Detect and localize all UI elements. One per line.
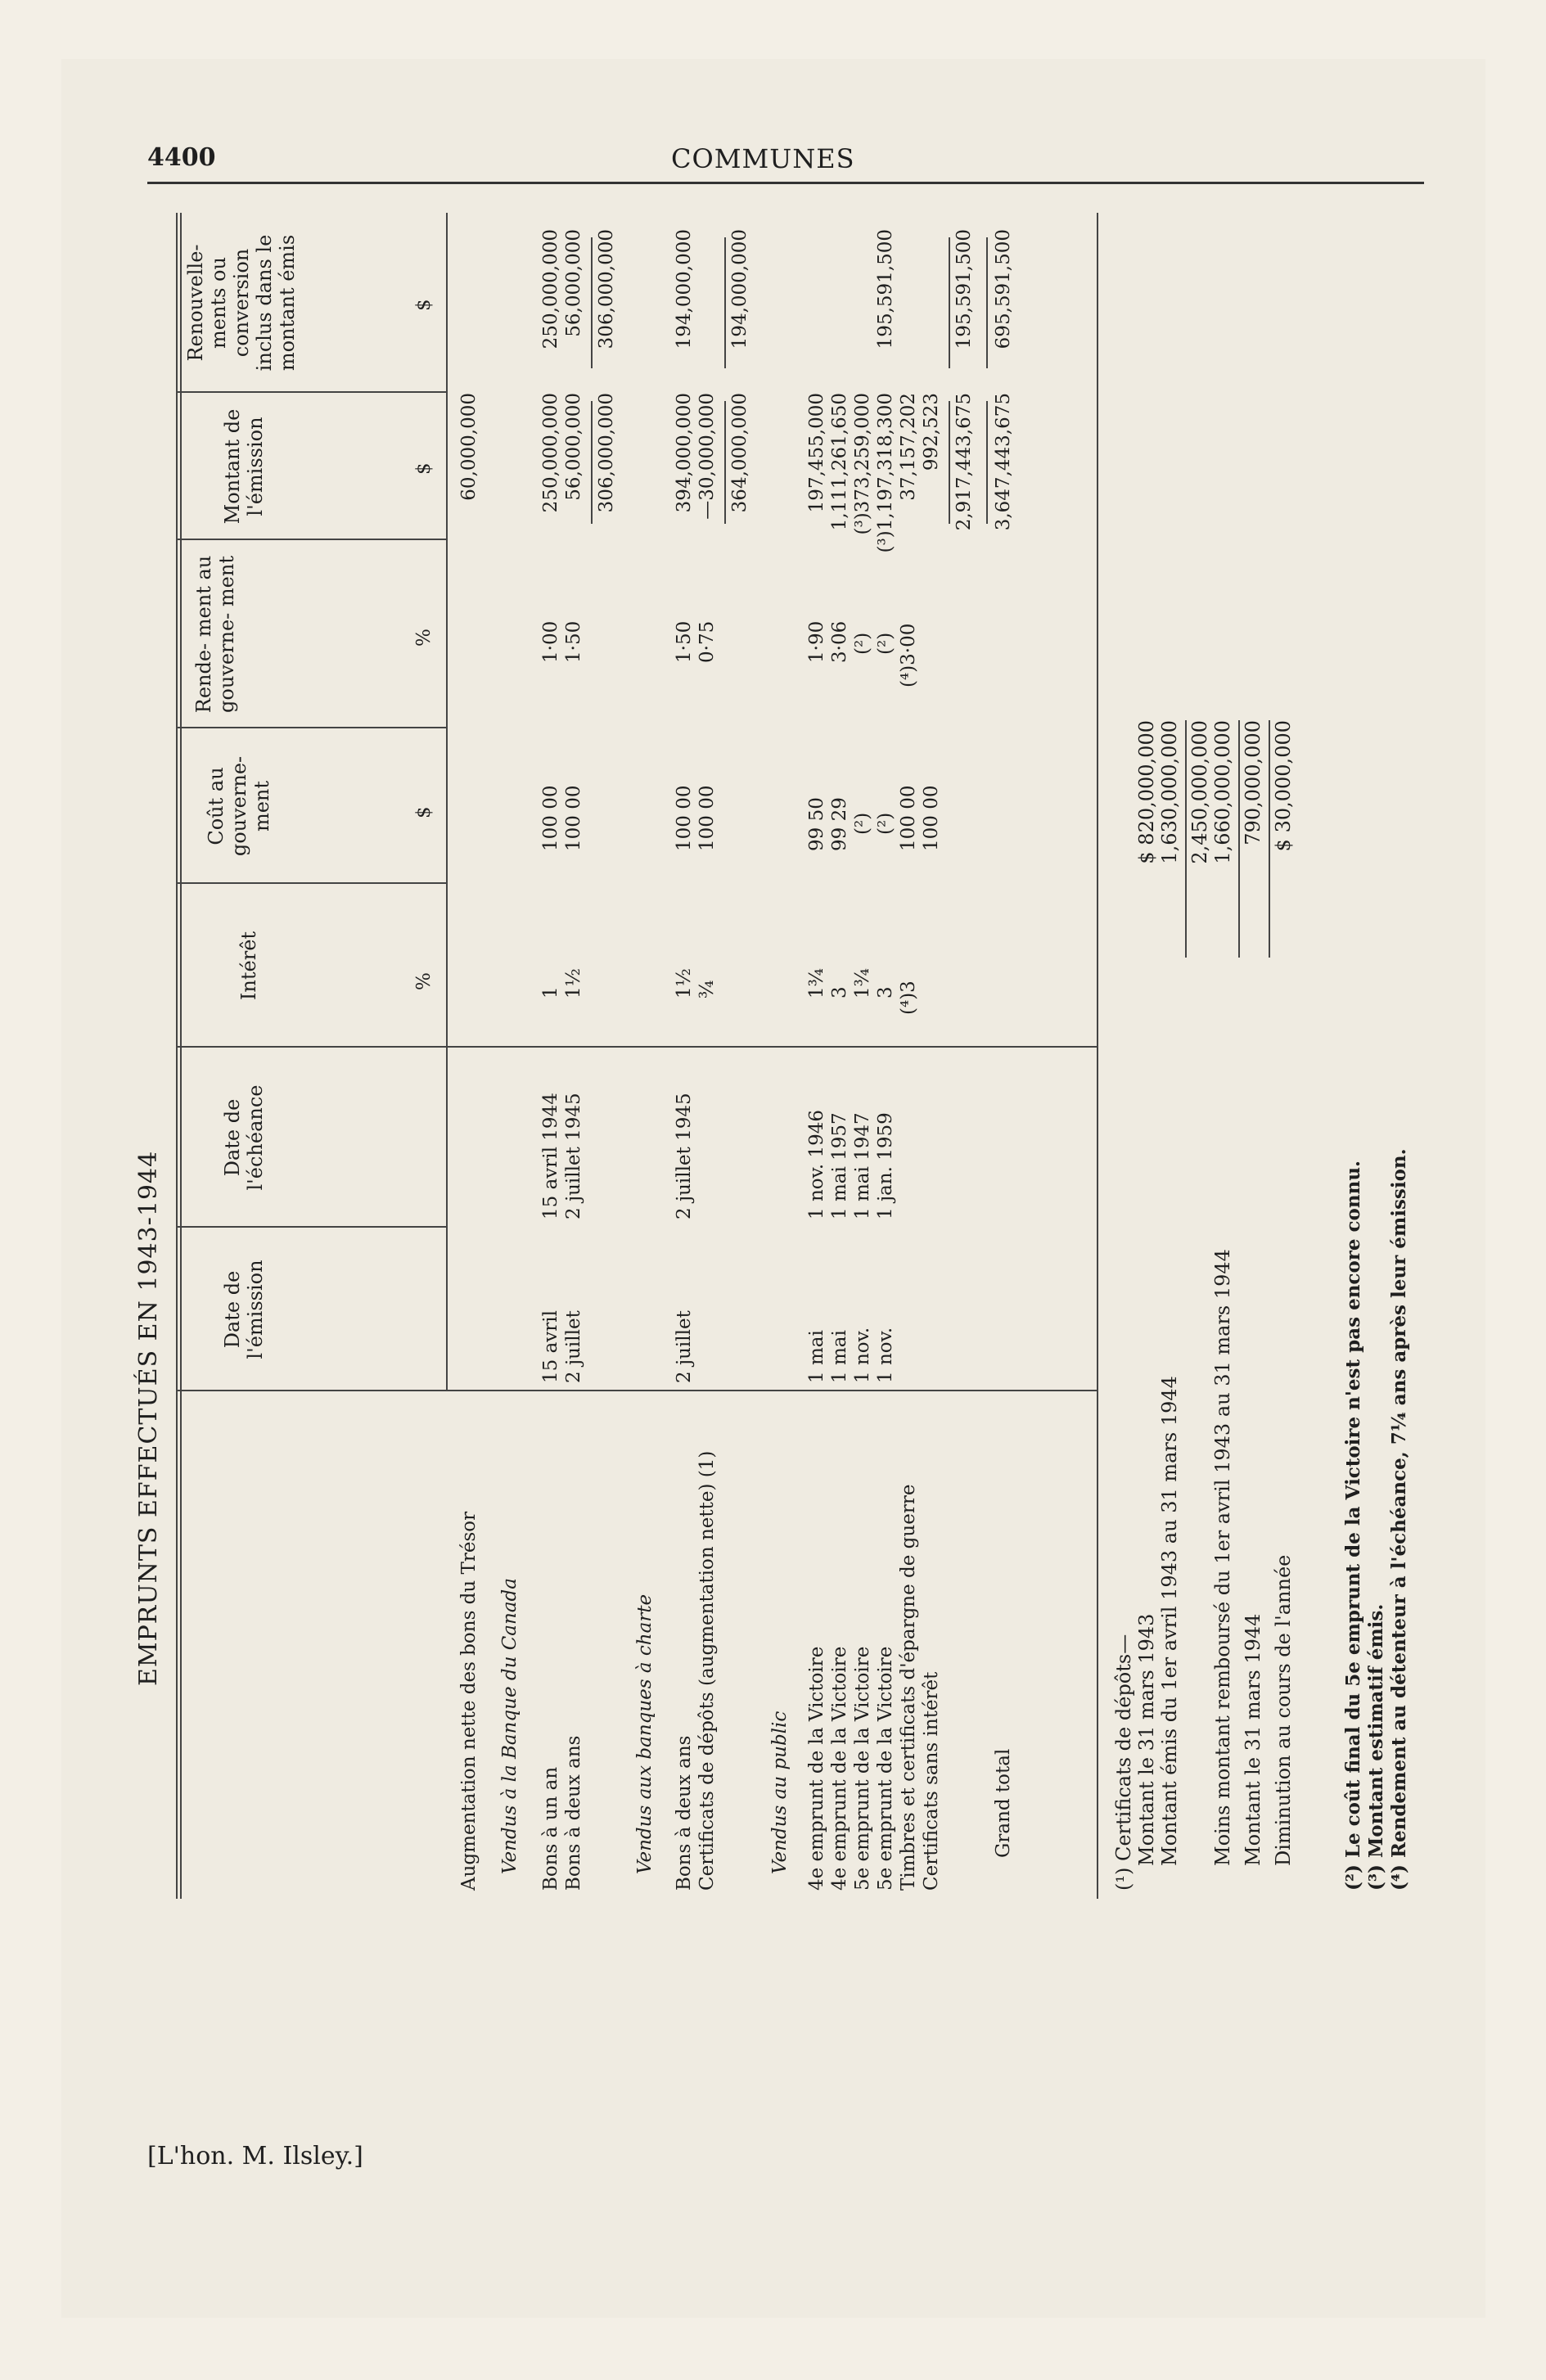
row-yield: (²) bbox=[852, 632, 873, 655]
deposit-line-value: $ 820,000,000 bbox=[1135, 720, 1158, 864]
row-renewal: 194,000,000 bbox=[674, 229, 695, 349]
row-label: Certificats sans intérêt bbox=[921, 1671, 942, 1891]
grand-total-rule bbox=[986, 401, 988, 524]
row-issue: 1 nov. bbox=[875, 1327, 896, 1383]
table-title: EMPRUNTS EFFECTUÉS EN 1943-1944 bbox=[134, 1150, 163, 1686]
row-amount: —30,000,000 bbox=[696, 393, 718, 520]
row-yield: 1·90 bbox=[806, 620, 827, 663]
section-total-amount: 2,917,443,675 bbox=[953, 393, 975, 531]
row-interest: 3 bbox=[829, 986, 850, 998]
row-label: Bons à un an bbox=[540, 1766, 561, 1891]
row-interest: 3 bbox=[875, 986, 896, 998]
row-label: 5e emprunt de la Victoire bbox=[852, 1646, 873, 1891]
table-top-rule bbox=[176, 213, 178, 1899]
row-amount: 197,455,000 bbox=[806, 393, 827, 513]
deposit-line-label: Montant émis du 1er avril 1943 au 31 mars 1944 bbox=[1158, 1376, 1181, 1866]
row-maturity: 2 juillet 1945 bbox=[674, 1093, 695, 1219]
row-interest: (⁴)3 bbox=[898, 980, 919, 1015]
deposit-line-label: Moins montant remboursé du 1er avril 1943 au 31 mars 1944 bbox=[1211, 1249, 1234, 1866]
deposit-line-value: 1,630,000,000 bbox=[1158, 720, 1181, 864]
row-yield: 1·00 bbox=[540, 620, 561, 663]
row-label: 4e emprunt de la Victoire bbox=[806, 1646, 827, 1891]
row-maturity: 1 nov. 1946 bbox=[806, 1109, 827, 1219]
header-cost: Coût au gouverne- ment bbox=[205, 755, 273, 857]
row-label: Timbres et certificats d'épargne de guerre bbox=[898, 1484, 919, 1891]
header-divider bbox=[176, 391, 446, 393]
row-label: Certificats de dépôts (augmentation nette) (1) bbox=[696, 1450, 718, 1891]
section-heading: Vendus à la Banque du Canada bbox=[499, 1578, 521, 1874]
row-label: Bons à deux ans bbox=[563, 1735, 584, 1891]
deposit-line-value: 790,000,000 bbox=[1242, 720, 1264, 845]
row-cost: 100 00 bbox=[674, 785, 695, 851]
row-maturity: 2 juillet 1945 bbox=[563, 1093, 584, 1219]
row-amount: 37,157,202 bbox=[898, 393, 919, 501]
header-interest: Intérêt bbox=[237, 931, 260, 1001]
row-interest: 1¾ bbox=[852, 968, 873, 998]
table-bottom-rule bbox=[1097, 213, 1098, 1899]
row-label: 4e emprunt de la Victoire bbox=[829, 1646, 850, 1891]
unit-amount: $ bbox=[413, 462, 435, 475]
row-maturity: 1 jan. 1959 bbox=[875, 1112, 896, 1219]
header-issue-date: Date de l'émission bbox=[221, 1260, 267, 1359]
header-renewals: Renouvelle- ments ou conversion inclus dans le montant émis bbox=[184, 234, 299, 372]
row-interest: 1 bbox=[540, 986, 561, 998]
row-issue: 2 juillet bbox=[674, 1310, 695, 1383]
row-label: 5e emprunt de la Victoire bbox=[875, 1646, 896, 1891]
row-cost: 100 00 bbox=[898, 785, 919, 851]
row-yield: 1·50 bbox=[674, 620, 695, 663]
row-amount: 992,523 bbox=[921, 393, 942, 471]
row-issue: 1 mai bbox=[806, 1330, 827, 1383]
deposit-rule bbox=[1269, 720, 1270, 958]
row-amount: 394,000,000 bbox=[674, 393, 695, 513]
subtotal-rule bbox=[949, 237, 950, 368]
grand-total-label: Grand total bbox=[993, 1748, 1014, 1858]
row-amount: 56,000,000 bbox=[563, 393, 584, 501]
row-amount: (³)373,259,000 bbox=[852, 393, 873, 535]
treasury-label: Augmentation nette des bons du Trésor bbox=[458, 1511, 480, 1891]
col-divider bbox=[176, 1390, 1097, 1391]
row-interest: 1½ bbox=[674, 968, 695, 998]
row-yield: 3·06 bbox=[829, 620, 850, 663]
row-cost: 100 00 bbox=[921, 785, 942, 851]
row-maturity: 1 mai 1947 bbox=[852, 1112, 873, 1219]
header-yield: Rende- ment au gouverne- ment bbox=[192, 555, 238, 714]
section-heading: Vendus au public bbox=[769, 1711, 791, 1874]
row-maturity: 15 avril 1944 bbox=[540, 1093, 561, 1219]
row-yield: (²) bbox=[875, 632, 896, 655]
rotated-table-block bbox=[0, 213, 1295, 2144]
header-maturity: Date de l'échéance bbox=[221, 1084, 267, 1191]
row-amount: 250,000,000 bbox=[540, 393, 561, 513]
deposit-line-value: 2,450,000,000 bbox=[1188, 720, 1211, 864]
deposit-rule bbox=[1238, 720, 1240, 958]
row-cost: 99 50 bbox=[806, 797, 827, 851]
deposit-note-heading: (¹) Certificats de dépôts— bbox=[1112, 1634, 1135, 1891]
section-total-renewal: 195,591,500 bbox=[953, 229, 975, 349]
row-label: Bons à deux ans bbox=[674, 1735, 695, 1891]
row-issue: 15 avril bbox=[540, 1310, 561, 1383]
subtotal-rule bbox=[724, 237, 726, 368]
grand-total-amount: 3,647,443,675 bbox=[993, 393, 1014, 531]
subtotal-rule bbox=[591, 401, 593, 524]
section-total-amount: 364,000,000 bbox=[729, 393, 750, 513]
row-yield: 0·75 bbox=[696, 620, 718, 663]
header-divider bbox=[176, 1046, 446, 1048]
running-title: COMMUNES bbox=[671, 143, 855, 174]
unit-renewals: $ bbox=[413, 299, 435, 311]
row-cost: 99 29 bbox=[829, 797, 850, 851]
footnote: (²) Le coût final du 5e emprunt de la Victoire n'est pas encore connu. bbox=[1342, 1160, 1364, 1891]
subtotal-rule bbox=[591, 237, 593, 368]
unit-yield: % bbox=[413, 629, 435, 647]
row-maturity: 1 mai 1957 bbox=[829, 1112, 850, 1219]
row-amount: 1,111,261,650 bbox=[829, 393, 850, 531]
section-total-amount: 306,000,000 bbox=[596, 393, 617, 513]
deposit-line-value: $ 30,000,000 bbox=[1272, 720, 1295, 852]
row-issue: 2 juillet bbox=[563, 1310, 584, 1383]
footnote: (³) Montant estimatif émis. bbox=[1365, 1603, 1387, 1891]
header-rule bbox=[147, 182, 1424, 184]
table-top-rule-2 bbox=[180, 213, 182, 1899]
unit-interest: % bbox=[413, 972, 435, 990]
header-amount-issued: Montant de l'émission bbox=[221, 408, 267, 525]
row-cost: 100 00 bbox=[563, 785, 584, 851]
treasury-amount: 60,000,000 bbox=[458, 393, 480, 501]
deposit-line-label: Montant le 31 mars 1943 bbox=[1135, 1613, 1158, 1866]
row-interest: 1¾ bbox=[806, 968, 827, 998]
subtotal-rule bbox=[949, 401, 950, 524]
row-cost: (²) bbox=[875, 812, 896, 835]
section-total-renewal: 306,000,000 bbox=[596, 229, 617, 349]
section-total-renewal: 194,000,000 bbox=[729, 229, 750, 349]
header-divider bbox=[176, 727, 446, 728]
grand-total-renewal: 695,591,500 bbox=[993, 229, 1014, 349]
page-number: 4400 bbox=[147, 143, 216, 172]
header-divider bbox=[176, 1226, 446, 1228]
grand-total-rule bbox=[986, 237, 988, 368]
rotated-footnotes bbox=[1293, 213, 1457, 2144]
header-divider bbox=[176, 539, 446, 540]
row-interest: ¾ bbox=[696, 980, 718, 998]
row-cost: 100 00 bbox=[540, 785, 561, 851]
unit-cost: $ bbox=[413, 806, 435, 818]
section-heading: Vendus aux banques à charte bbox=[634, 1593, 656, 1874]
deposit-line-label: Montant le 31 mars 1944 bbox=[1242, 1613, 1264, 1866]
header-underline bbox=[446, 213, 448, 1391]
row-cost: (²) bbox=[852, 812, 873, 835]
row-cost: 100 00 bbox=[696, 785, 718, 851]
speaker-attribution: [L'hon. M. Ilsley.] bbox=[147, 2142, 363, 2170]
subtotal-rule bbox=[724, 401, 726, 524]
row-interest: 1½ bbox=[563, 968, 584, 998]
row-yield: 1·50 bbox=[563, 620, 584, 663]
row-renewal: 250,000,000 bbox=[540, 229, 561, 349]
row-renewal: 195,591,500 bbox=[875, 229, 896, 349]
row-renewal: 56,000,000 bbox=[563, 229, 584, 337]
row-yield: (⁴)3·00 bbox=[898, 623, 919, 687]
row-issue: 1 nov. bbox=[852, 1327, 873, 1383]
deposit-rule bbox=[1185, 720, 1187, 958]
row-amount: (³)1,197,318,300 bbox=[875, 393, 896, 553]
deposit-line-value: 1,660,000,000 bbox=[1211, 720, 1234, 864]
footnote: (⁴) Rendement au détenteur à l'échéance, 7¼ ans après leur émission. bbox=[1388, 1148, 1410, 1891]
row-issue: 1 mai bbox=[829, 1330, 850, 1383]
header-divider bbox=[176, 882, 446, 884]
deposit-line-label: Diminution au cours de l'année bbox=[1272, 1554, 1295, 1866]
